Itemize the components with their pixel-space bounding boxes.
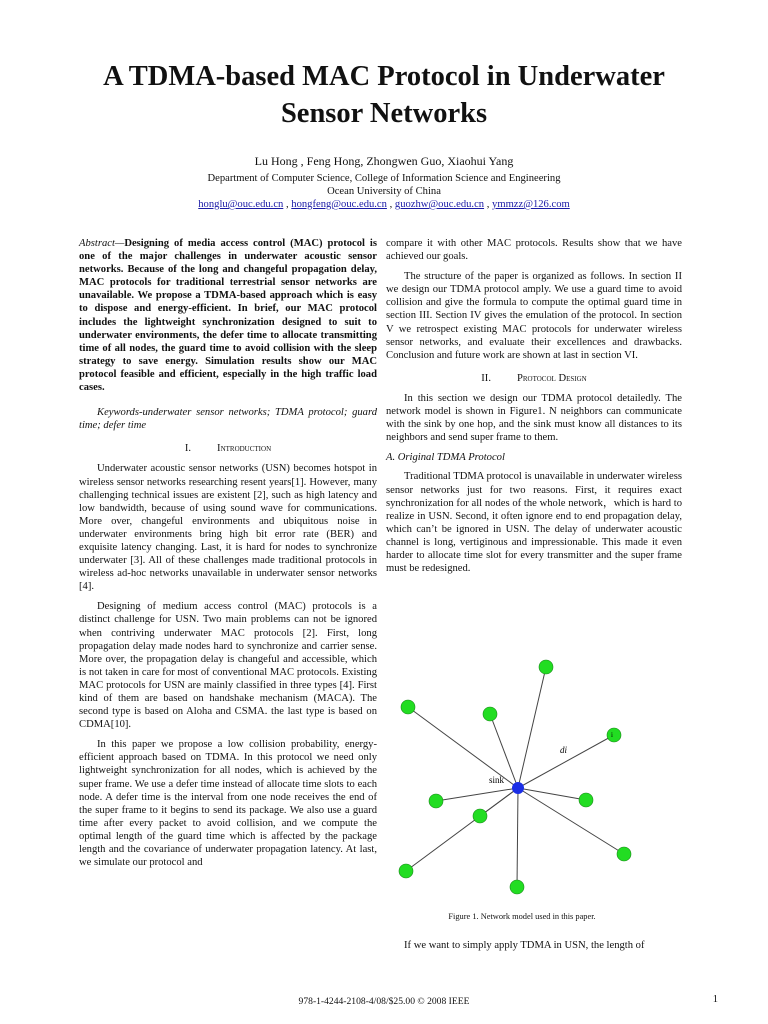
sensor-node	[539, 660, 553, 674]
sensor-node	[510, 880, 524, 894]
paragraph: Designing of medium access control (MAC) protocols is a distinct challenge for USN. Two main problems can not be ignored when contriving underwater MAC protocols [2]. First, long propagation delay made nodes hard to synchronize and carrier sense. More over, the propagation delay is changeful and accessible, which is not taken in care for most of conventional MAC protocols. Existing MAC protocols for USN are mainly classified in three types [4]. First kind of them are based on handshake mechanism (MACA). The second type is based on Aloha and CSMA. the last type is based on CDMA[10].	[79, 601, 377, 731]
sensor-node	[399, 864, 413, 878]
sensor-node	[579, 793, 593, 807]
paper-title: A TDMA-based MAC Protocol in Underwater Sensor Networks	[103, 61, 665, 129]
network-link	[517, 788, 518, 887]
paragraph: If we want to simply apply TDMA in USN, the length of	[404, 940, 645, 951]
email-link[interactable]: honglu@ouc.edu.cn	[198, 199, 284, 210]
abstract	[79, 237, 377, 394]
network-link	[518, 788, 624, 854]
section-number: I.	[184, 443, 192, 455]
email-link[interactable]: guozhw@ouc.edu.cn	[394, 199, 485, 210]
left-column	[79, 237, 377, 876]
paragraph: Traditional TDMA protocol is unavailable in underwater wireless sensor networks just for two reasons. First, it requires exact synchronization for all nodes of the whole network，which is hard to realize in USN. Second, it often ignore end to end propagation delay, which can’t be ignored in USN. The delay of underwater acoustic channel is long, vertiginous and impressionable. This made it even harder to allocate time slot for every transmitter and the super frame must be redesigned.	[386, 471, 682, 575]
keywords: Keywords-underwater sensor networks; TDMA protocol; guard time; defer time	[79, 407, 377, 432]
email-link[interactable]: hongfeng@ouc.edu.cn	[291, 199, 387, 210]
network-link	[436, 788, 518, 801]
distance-label: di	[560, 745, 568, 755]
sensor-node	[617, 847, 631, 861]
paragraph: The structure of the paper is organized as follows. In section II we design our TDMA protocol amply. We use a guard time to avoid collision and give the formula to compute the optimal guard time in section III. Section IV gives the emulation of the protocol. In section V we retrospect existing MAC protocols for underwater wireless sensor networks, and evaluate their excellences and drawbacks. Conclusion and future work are shown at last in section VI.	[386, 271, 682, 361]
sensor-node	[429, 794, 443, 808]
email-link[interactable]: ymmzz@126.com	[492, 199, 570, 210]
affiliation	[60, 172, 708, 198]
page-number: 1	[712, 994, 718, 1005]
affiliation-line: Department of Computer Science, College of Information Science and Engineering	[207, 173, 561, 184]
section-title: Introduction	[217, 443, 272, 455]
copyright-footer: 978-1-4244-2108-4/08/$25.00 © 2008 IEEE	[298, 996, 470, 1007]
paragraph: Underwater acoustic sensor networks (USN) becomes hotspot in wireless sensor networks researching resent years[1]. However, many challenging technical issues are existent [2], such as high latency and low bandwidth, because of using sound wave for communications. More over, changeful environments and ubiquitous noise in underwater environments bring high bit error rate (BER) and exquisite latency changing. Last, it is hard for nodes to synchronize underwater [3]. All of these challenges made traditional protocols in wireless ad-hoc networks unavailable in underwater sensor networks [4].	[79, 463, 377, 593]
network-model-figure	[386, 655, 654, 905]
section-number: II.	[481, 372, 491, 384]
network-link	[406, 788, 518, 871]
network-link	[518, 735, 614, 788]
section-heading-protocol-design	[386, 372, 682, 385]
email-list: honglu@ouc.edu.cn , hongfeng@ouc.edu.cn , guozhw@ouc.edu.cn , ymmzz@126.com	[198, 199, 570, 210]
paragraph: In this section we design our TDMA protocol detailedly. The network model is shown in Figure1. N neighbors can communicate with the sink by one hop, and the sink must know all distances to its neighbors and send super frame to them.	[386, 392, 682, 444]
paragraph: In this paper we propose a low collision probability, energy-efficient approach based on TDMA. In this protocol we need only lightweight synchronization for all nodes, which is achieved by the super frame. We use a defer time instead of allocate time slots to each node. A defer time is the interval from one node receives the end of the super frame to it begins to send its package. We also use a guard time after every packet to avoid collision, and we compute the optimal length of the guard time which is affected by the package length and the covariance of underwater propagation latency. At last, we simulate our protocol and	[79, 739, 377, 869]
author-list: Lu Hong , Feng Hong, Zhongwen Guo, Xiaohui Yang	[254, 154, 514, 168]
abstract-text: Designing of media access control (MAC) protocol is one of the major challenges in underwater acoustic sensor networks. Because of the long and changeful propagation delay, MAC protocols for traditional terrestrial sensor networks are unavailable. We propose a TDMA-based approach which is easy to dispose and energy-efficient. In brief, our MAC protocol includes the lightweight synchronization designed to suit to underwater environments, the defer time to allocate transmitting time of all nodes, the guard time to avoid collision with the sleep strategy to save energy. Simulation results show our MAC protocol feasible and efficient, especially in the high traffic load cases.	[79, 238, 377, 394]
right-column	[386, 237, 682, 582]
sensor-node	[473, 809, 487, 823]
nodes-group	[399, 660, 631, 894]
paragraph: compare it with other MAC protocols. Results show that we have achieved our goals.	[386, 238, 682, 263]
subsection-heading: A. Original TDMA Protocol	[386, 452, 505, 464]
section-heading-introduction	[79, 442, 377, 455]
node-i-label: i	[611, 731, 613, 739]
section-title: Protocol Design	[516, 372, 587, 384]
sensor-node	[483, 707, 497, 721]
abstract-label: Abstract—	[79, 238, 125, 249]
sink-label: sink	[489, 775, 505, 785]
sensor-node	[607, 728, 621, 742]
sensor-node	[401, 700, 415, 714]
network-link	[518, 667, 546, 788]
figure-caption: Figure 1. Network model used in this paper.	[448, 912, 596, 921]
links-group	[406, 667, 624, 887]
sink-node	[512, 782, 524, 794]
affiliation-line: Ocean University of China	[327, 186, 441, 197]
